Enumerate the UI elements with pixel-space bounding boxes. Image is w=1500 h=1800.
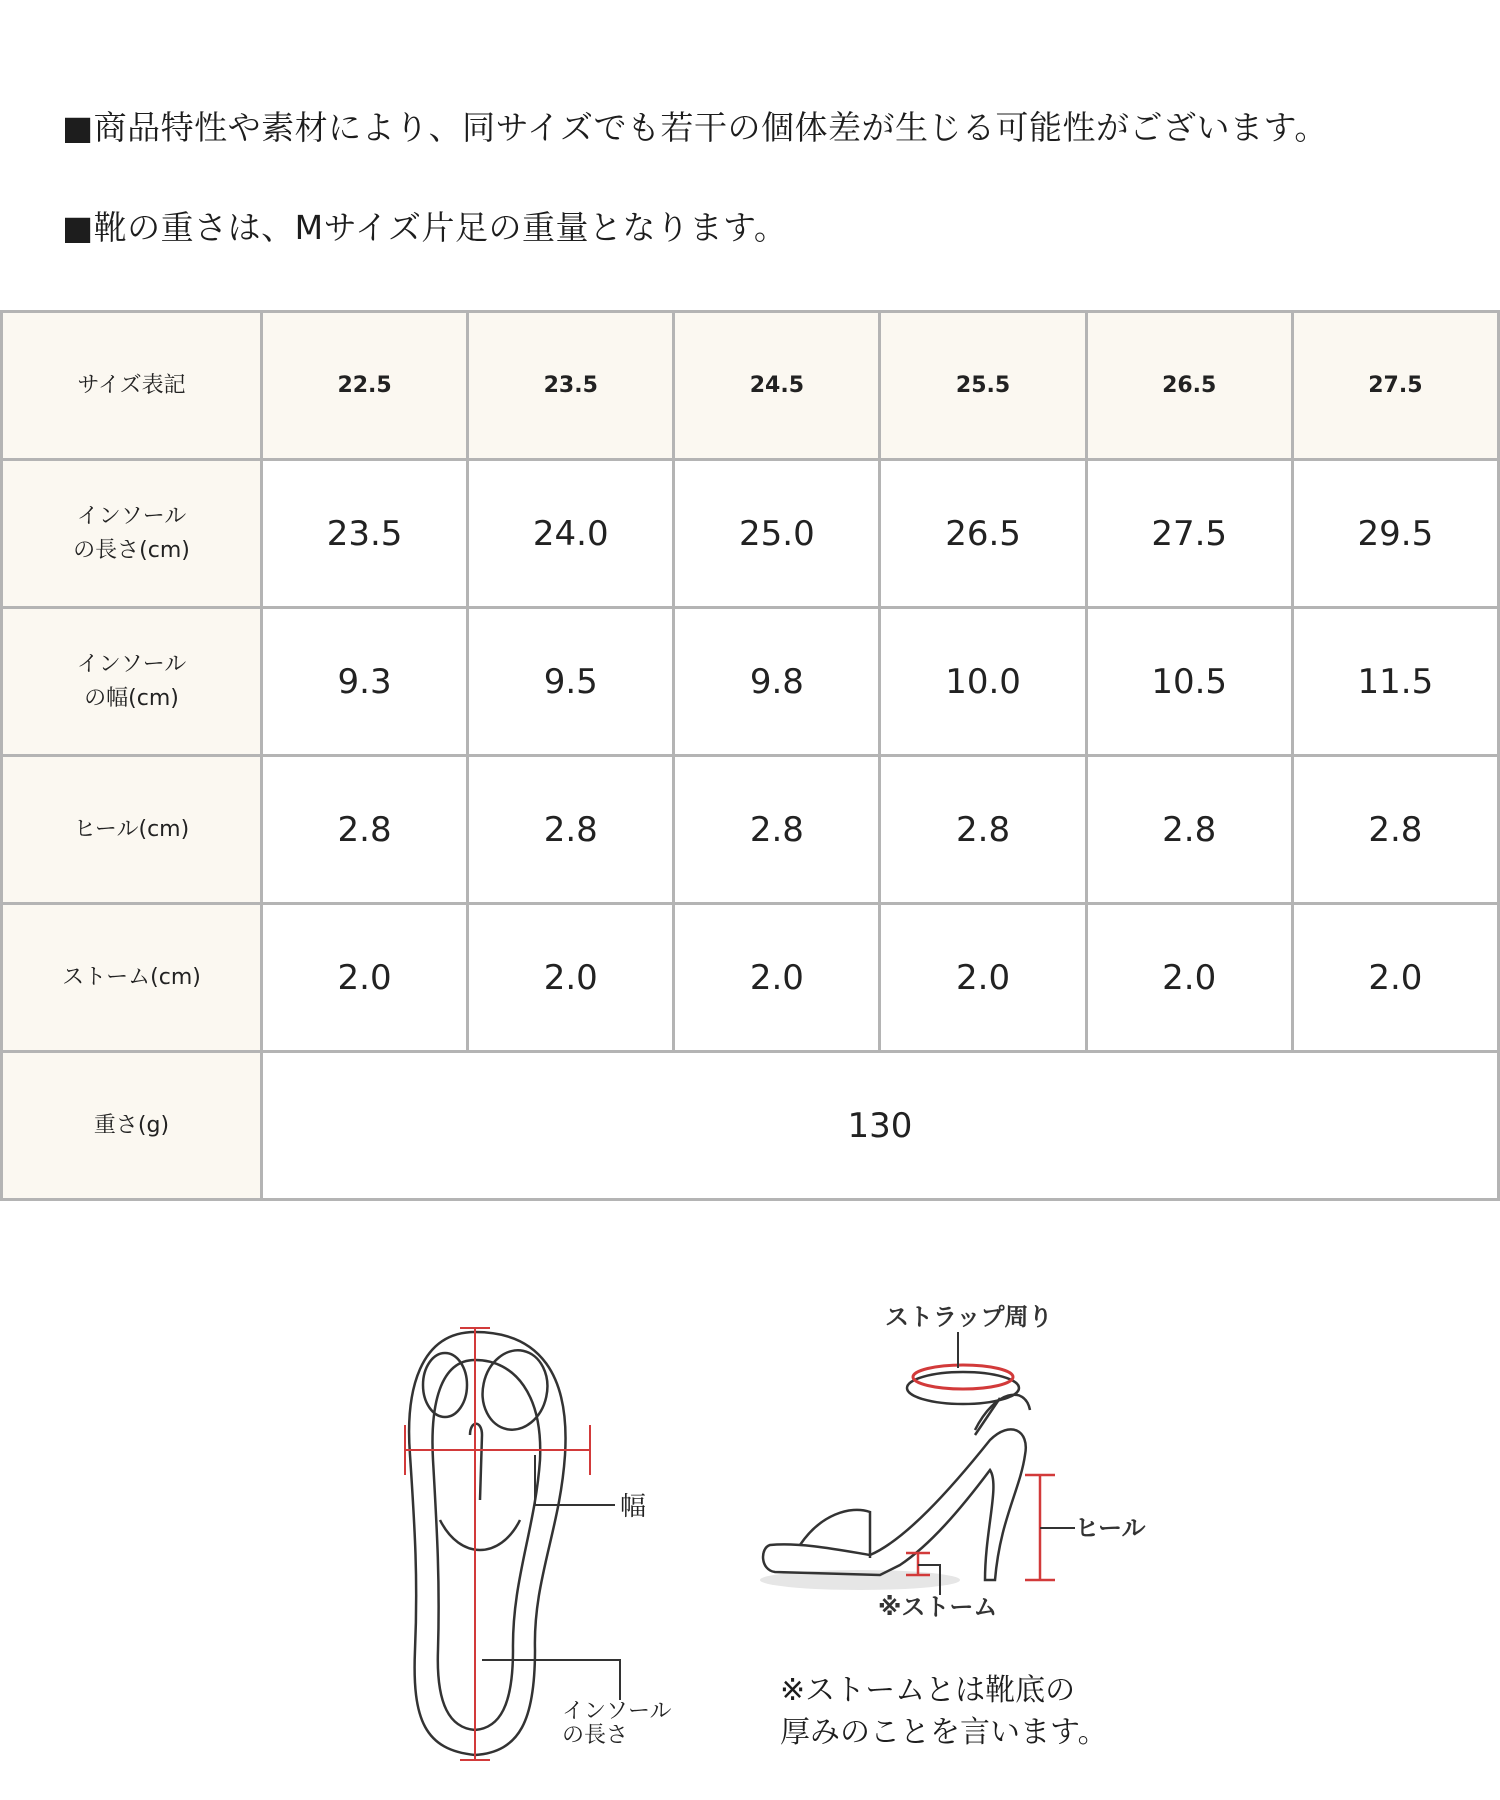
table-cell: 2.8 xyxy=(262,756,468,904)
table-cell: 2.8 xyxy=(880,756,1086,904)
storm-caption-line2: 厚みのことを言います。 xyxy=(780,1715,1108,1750)
table-cell: 9.5 xyxy=(468,608,674,756)
table-cell: 9.3 xyxy=(262,608,468,756)
size-header-cell: 22.5 xyxy=(262,312,468,460)
insole-width-row xyxy=(2,608,1499,756)
insole-width-label: 幅 xyxy=(620,1492,647,1522)
storm-label: ※ストーム xyxy=(878,1593,998,1621)
size-header-row xyxy=(2,312,1499,460)
storm-caption-line1: ※ストームとは靴底の xyxy=(780,1673,1076,1708)
storm-caption xyxy=(780,1670,1108,1754)
table-cell: 2.0 xyxy=(468,904,674,1052)
table-cell: 2.0 xyxy=(1292,904,1498,1052)
table-cell: 26.5 xyxy=(880,460,1086,608)
weight-value: 130 xyxy=(262,1052,1499,1200)
table-cell: 23.5 xyxy=(262,460,468,608)
note-weight: ■靴の重さは、Mサイズ片足の重量となります。 xyxy=(62,208,788,247)
insole-leader-lines xyxy=(482,1455,620,1700)
table-cell: 10.0 xyxy=(880,608,1086,756)
row-label-line2: の幅(cm) xyxy=(84,685,179,711)
table-cell: 29.5 xyxy=(1292,460,1498,608)
sandal-toe-strap xyxy=(800,1510,870,1558)
table-cell: 2.8 xyxy=(674,756,880,904)
table-cell: 2.0 xyxy=(880,904,1086,1052)
size-header-cell: 24.5 xyxy=(674,312,880,460)
table-cell: 24.0 xyxy=(468,460,674,608)
table-cell: 11.5 xyxy=(1292,608,1498,756)
row-label xyxy=(2,460,262,608)
table-cell: 2.0 xyxy=(674,904,880,1052)
table-cell: 27.5 xyxy=(1086,460,1292,608)
row-label xyxy=(2,608,262,756)
size-header-cell: 23.5 xyxy=(468,312,674,460)
arch-line xyxy=(440,1520,520,1550)
size-header-cell: 27.5 xyxy=(1292,312,1498,460)
note-individual-difference: ■商品特性や素材により、同サイズでも若干の個体差が生じる可能性がございます。 xyxy=(62,108,1328,147)
sandal-diagram xyxy=(760,1332,1075,1595)
row-label-line1: インソール xyxy=(76,651,187,677)
table-cell: 2.8 xyxy=(1086,756,1292,904)
row-label: ストーム(cm) xyxy=(2,904,262,1052)
table-cell: 10.5 xyxy=(1086,608,1292,756)
row-label: ヒール(cm) xyxy=(2,756,262,904)
table-cell: 25.0 xyxy=(674,460,880,608)
storm-row xyxy=(2,904,1499,1052)
table-cell: 2.0 xyxy=(262,904,468,1052)
toe-pad-left xyxy=(423,1353,467,1417)
insole-length-label-line1: インソール xyxy=(562,1699,672,1724)
sandal-leader-lines xyxy=(918,1332,1075,1595)
table-cell: 2.0 xyxy=(1086,904,1292,1052)
table-cell: 9.8 xyxy=(674,608,880,756)
row-label: 重さ(g) xyxy=(2,1052,262,1200)
strap-label: ストラップ周り xyxy=(885,1303,1053,1331)
size-header-cell: 25.5 xyxy=(880,312,1086,460)
row-label-line2: の長さ(cm) xyxy=(73,537,190,563)
insole-length-label-line2: の長さ xyxy=(562,1723,629,1748)
heel-label: ヒール xyxy=(1075,1514,1146,1542)
strap-measure xyxy=(913,1365,1013,1389)
measurement-diagrams xyxy=(0,1280,1500,1800)
insole-outline xyxy=(409,1332,565,1755)
sandal-sole xyxy=(763,1429,1026,1580)
heel-row xyxy=(2,756,1499,904)
insole-length-row xyxy=(2,460,1499,608)
row-label-line1: インソール xyxy=(76,503,187,529)
insole-diagram xyxy=(409,1332,565,1755)
weight-row xyxy=(2,1052,1499,1200)
size-header-cell: 26.5 xyxy=(1086,312,1292,460)
table-cell: 2.8 xyxy=(1292,756,1498,904)
table-cell: 2.8 xyxy=(468,756,674,904)
size-table xyxy=(0,310,1500,1201)
size-header-label: サイズ表記 xyxy=(2,312,262,460)
